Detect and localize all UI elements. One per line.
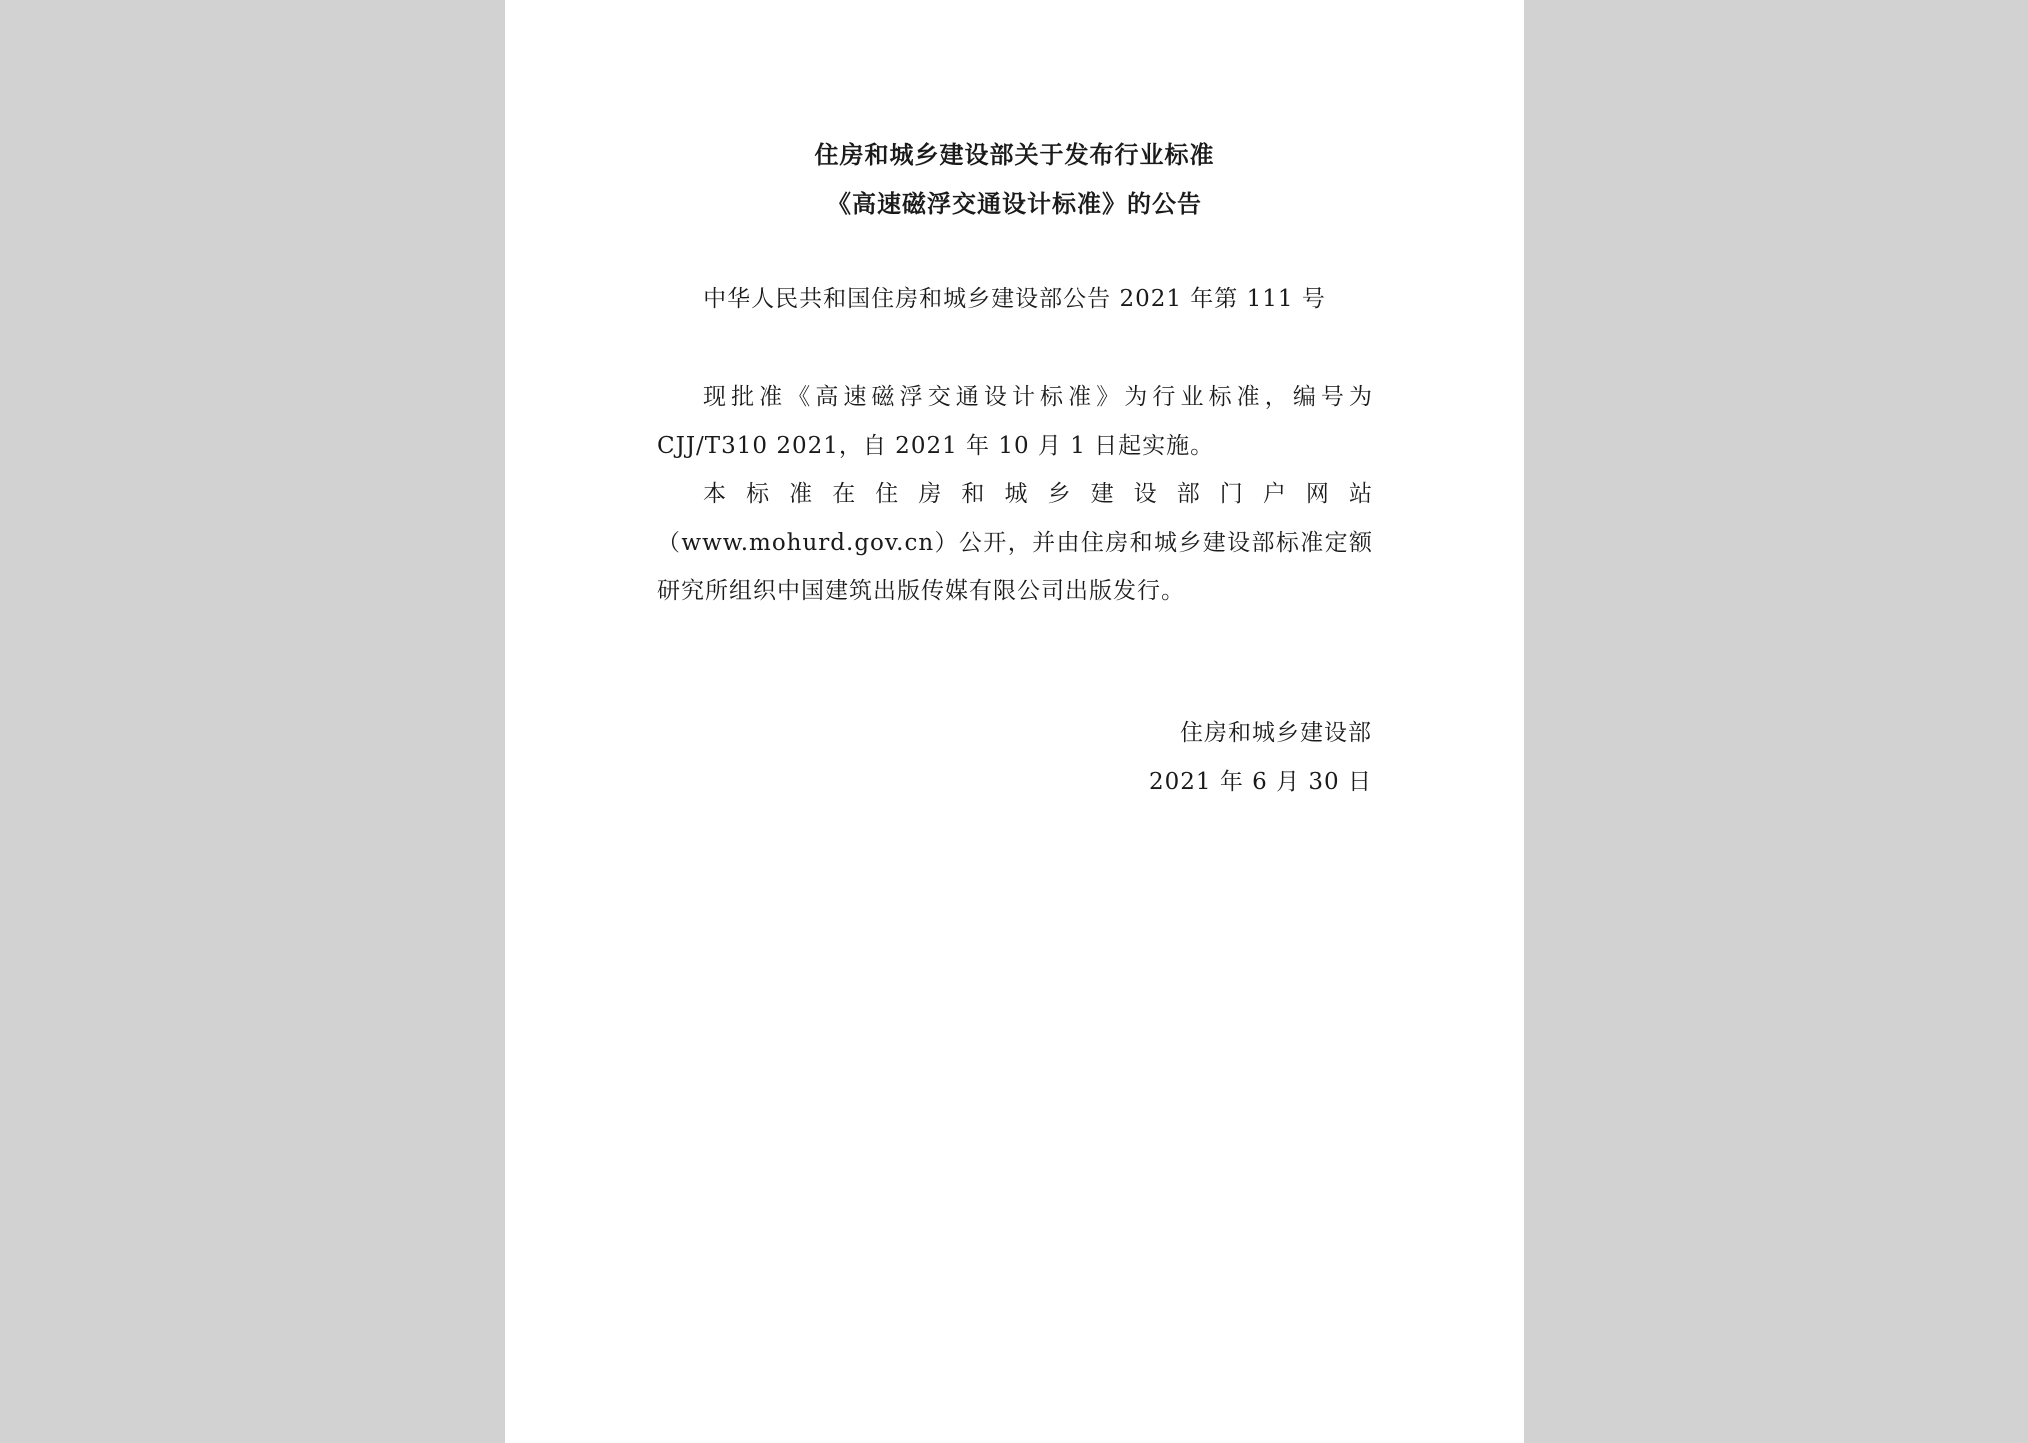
document-page xyxy=(505,0,1524,1443)
notice-title-line-2: 《高速磁浮交通设计标准》的公告 xyxy=(827,189,1202,218)
signature-organization: 住房和城乡建设部 xyxy=(1180,720,1372,746)
body-paragraph-approval: 现批准《高速磁浮交通设计标准》为行业标准，编号为CJJ/T310 2021，自 2021 年 10 月 1 日起实施。 xyxy=(657,384,1373,459)
notice-title-line-1: 住房和城乡建设部关于发布行业标准 xyxy=(814,140,1215,169)
body-paragraph-publication: 本标准在住房和城乡建设部门户网站（www.mohurd.gov.cn）公开，并由住房和城乡建设部标准定额研究所组织中国建筑出版传媒有限公司出版发行。 xyxy=(657,481,1373,604)
announcement-number: 中华人民共和国住房和城乡建设部公告 2021 年第 111 号 xyxy=(703,286,1326,312)
notice-body xyxy=(657,373,1373,616)
signature-date: 2021 年 6 月 30 日 xyxy=(1149,769,1372,795)
